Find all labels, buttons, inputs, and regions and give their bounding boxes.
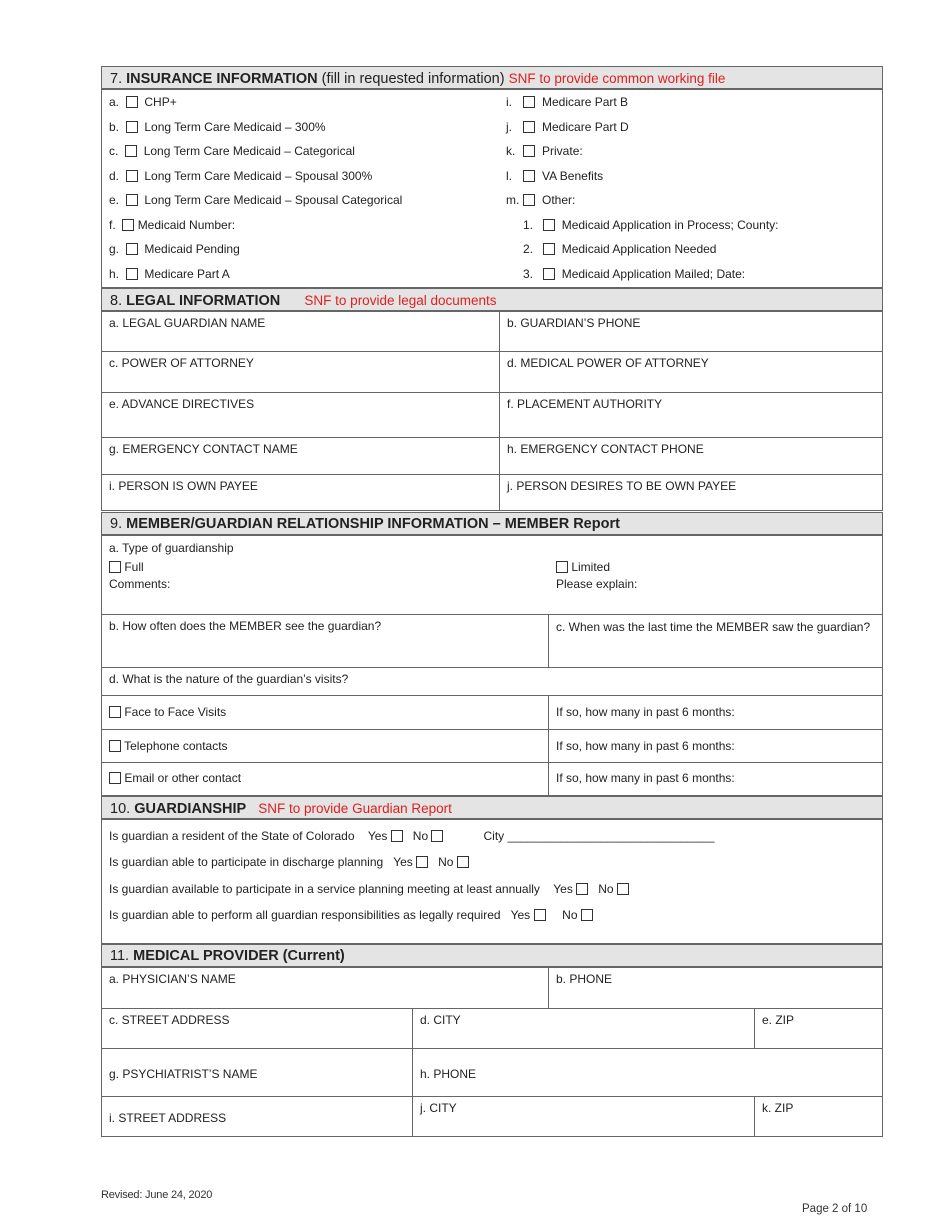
checkbox[interactable] xyxy=(126,268,138,280)
other-item-1[interactable]: 1. Medicaid Application in Process; County: xyxy=(523,218,779,232)
checkbox[interactable] xyxy=(523,121,535,133)
medical-power-of-attorney-field[interactable]: d. MEDICAL POWER OF ATTORNEY xyxy=(499,351,883,393)
physician-name-field[interactable]: a. PHYSICIAN’S NAME xyxy=(101,967,549,1009)
checkbox[interactable] xyxy=(126,243,138,255)
physician-phone-field[interactable]: b. PHONE xyxy=(548,967,883,1009)
insurance-item-f[interactable]: f. Medicaid Number: xyxy=(109,218,236,232)
checkbox[interactable] xyxy=(556,561,568,573)
insurance-item-b[interactable]: b. Long Term Care Medicaid – 300% xyxy=(109,120,326,134)
insurance-item-j[interactable]: j. Medicare Part D xyxy=(506,120,629,134)
checkbox[interactable] xyxy=(126,194,138,206)
physician-street-field[interactable]: c. STREET ADDRESS xyxy=(101,1008,413,1049)
city-line[interactable]: City _______________________________ xyxy=(483,829,715,843)
telephone-option[interactable]: Telephone contacts xyxy=(101,729,549,763)
insurance-item-m[interactable]: m. Other: xyxy=(506,193,576,207)
guardianship-type-label: a. Type of guardianship xyxy=(109,541,234,555)
section-7-body xyxy=(101,89,883,288)
last-time-field[interactable]: c. When was the last time the MEMBER saw the guardian? xyxy=(548,614,883,668)
yes-checkbox[interactable] xyxy=(534,909,546,921)
section-9-header: 9. MEMBER/GUARDIAN RELATIONSHIP INFORMATION – MEMBER Report xyxy=(101,512,883,535)
face-to-face-count-field[interactable]: If so, how many in past 6 months: xyxy=(548,695,883,730)
section-11-header: 11. MEDICAL PROVIDER (Current) xyxy=(101,944,883,967)
how-often-field[interactable]: b. How often does the MEMBER see the guardian? xyxy=(101,614,549,668)
comments-label: Comments: xyxy=(109,577,171,591)
physician-city-field[interactable]: d. CITY xyxy=(412,1008,755,1049)
yes-checkbox[interactable] xyxy=(576,883,588,895)
insurance-item-e[interactable]: e. Long Term Care Medicaid – Spousal Categorical xyxy=(109,193,403,207)
emergency-contact-name-field[interactable]: g. EMERGENCY CONTACT NAME xyxy=(101,437,500,475)
checkbox[interactable] xyxy=(523,145,535,157)
revised-date: Revised: June 24, 2020 xyxy=(101,1189,213,1201)
psychiatrist-city-field[interactable]: j. CITY xyxy=(412,1096,755,1137)
insurance-item-l[interactable]: l. VA Benefits xyxy=(506,169,604,183)
checkbox[interactable] xyxy=(109,561,121,573)
no-checkbox[interactable] xyxy=(581,909,593,921)
psychiatrist-zip-field[interactable]: k. ZIP xyxy=(754,1096,883,1137)
physician-zip-field[interactable]: e. ZIP xyxy=(754,1008,883,1049)
service-planning-question: Is guardian available to participate in a service planning meeting at least annually Yes No xyxy=(109,882,629,896)
insurance-item-i[interactable]: i. Medicare Part B xyxy=(506,95,629,109)
checkbox[interactable] xyxy=(126,170,138,182)
checkbox[interactable] xyxy=(523,194,535,206)
insurance-item-d[interactable]: d. Long Term Care Medicaid – Spousal 300% xyxy=(109,169,373,183)
psychiatrist-phone-field[interactable]: h. PHONE xyxy=(412,1048,883,1097)
insurance-item-g[interactable]: g. Medicaid Pending xyxy=(109,242,240,256)
guardian-phone-field[interactable]: b. GUARDIAN’S PHONE xyxy=(499,311,883,352)
explain-label: Please explain: xyxy=(556,577,638,591)
insurance-item-c[interactable]: c. Long Term Care Medicaid – Categorical xyxy=(109,144,355,158)
section-8-header: 8. LEGAL INFORMATION SNF to provide legal documents xyxy=(101,288,883,311)
psychiatrist-street-field[interactable]: i. STREET ADDRESS xyxy=(101,1096,413,1137)
discharge-planning-question: Is guardian able to participate in discharge planning Yes No xyxy=(109,855,469,869)
telephone-count-field[interactable]: If so, how many in past 6 months: xyxy=(548,729,883,763)
legal-guardian-name-field[interactable]: a. LEGAL GUARDIAN NAME xyxy=(101,311,500,352)
no-checkbox[interactable] xyxy=(457,856,469,868)
checkbox[interactable] xyxy=(523,170,535,182)
insurance-item-a[interactable]: a. CHP+ xyxy=(109,95,177,109)
no-checkbox[interactable] xyxy=(431,830,443,842)
insurance-item-k[interactable]: k. Private: xyxy=(506,144,583,158)
page-number: Page 2 of 10 xyxy=(802,1203,868,1215)
yes-checkbox[interactable] xyxy=(391,830,403,842)
emergency-contact-phone-field[interactable]: h. EMERGENCY CONTACT PHONE xyxy=(499,437,883,475)
checkbox[interactable] xyxy=(109,740,121,752)
psychiatrist-name-field[interactable]: g. PSYCHIATRIST’S NAME xyxy=(101,1048,413,1097)
desires-own-payee-field[interactable]: j. PERSON DESIRES TO BE OWN PAYEE xyxy=(499,474,883,511)
email-count-field[interactable]: If so, how many in past 6 months: xyxy=(548,762,883,796)
other-item-2[interactable]: 2. Medicaid Application Needed xyxy=(523,242,717,256)
checkbox[interactable] xyxy=(543,268,555,280)
checkbox[interactable] xyxy=(543,243,555,255)
checkbox[interactable] xyxy=(543,219,555,231)
section-7-header: 7. INSURANCE INFORMATION (fill in requested information) SNF to provide common working file xyxy=(101,66,883,89)
section-10-header: 10. GUARDIANSHIP SNF to provide Guardian Report xyxy=(101,796,883,819)
checkbox[interactable] xyxy=(122,219,134,231)
colorado-resident-question: Is guardian a resident of the State of Colorado Yes No City _______________________________ xyxy=(109,829,715,843)
other-item-3[interactable]: 3. Medicaid Application Mailed; Date: xyxy=(523,267,746,281)
checkbox[interactable] xyxy=(125,145,137,157)
responsibilities-question: Is guardian able to perform all guardian responsibilities as legally required Yes No xyxy=(109,908,593,922)
power-of-attorney-field[interactable]: c. POWER OF ATTORNEY xyxy=(101,351,500,393)
no-checkbox[interactable] xyxy=(617,883,629,895)
checkbox[interactable] xyxy=(109,772,121,784)
yes-checkbox[interactable] xyxy=(416,856,428,868)
nature-of-visits-label: d. What is the nature of the guardian’s visits? xyxy=(101,667,883,696)
checkbox[interactable] xyxy=(126,96,138,108)
insurance-item-h[interactable]: h. Medicare Part A xyxy=(109,267,230,281)
advance-directives-field[interactable]: e. ADVANCE DIRECTIVES xyxy=(101,392,500,438)
limited-option[interactable]: Limited xyxy=(556,560,610,574)
face-to-face-option[interactable]: Face to Face Visits xyxy=(101,695,549,730)
full-option[interactable]: Full xyxy=(109,560,144,574)
checkbox[interactable] xyxy=(109,706,121,718)
placement-authority-field[interactable]: f. PLACEMENT AUTHORITY xyxy=(499,392,883,438)
checkbox[interactable] xyxy=(523,96,535,108)
email-option[interactable]: Email or other contact xyxy=(101,762,549,796)
own-payee-field[interactable]: i. PERSON IS OWN PAYEE xyxy=(101,474,500,511)
checkbox[interactable] xyxy=(126,121,138,133)
